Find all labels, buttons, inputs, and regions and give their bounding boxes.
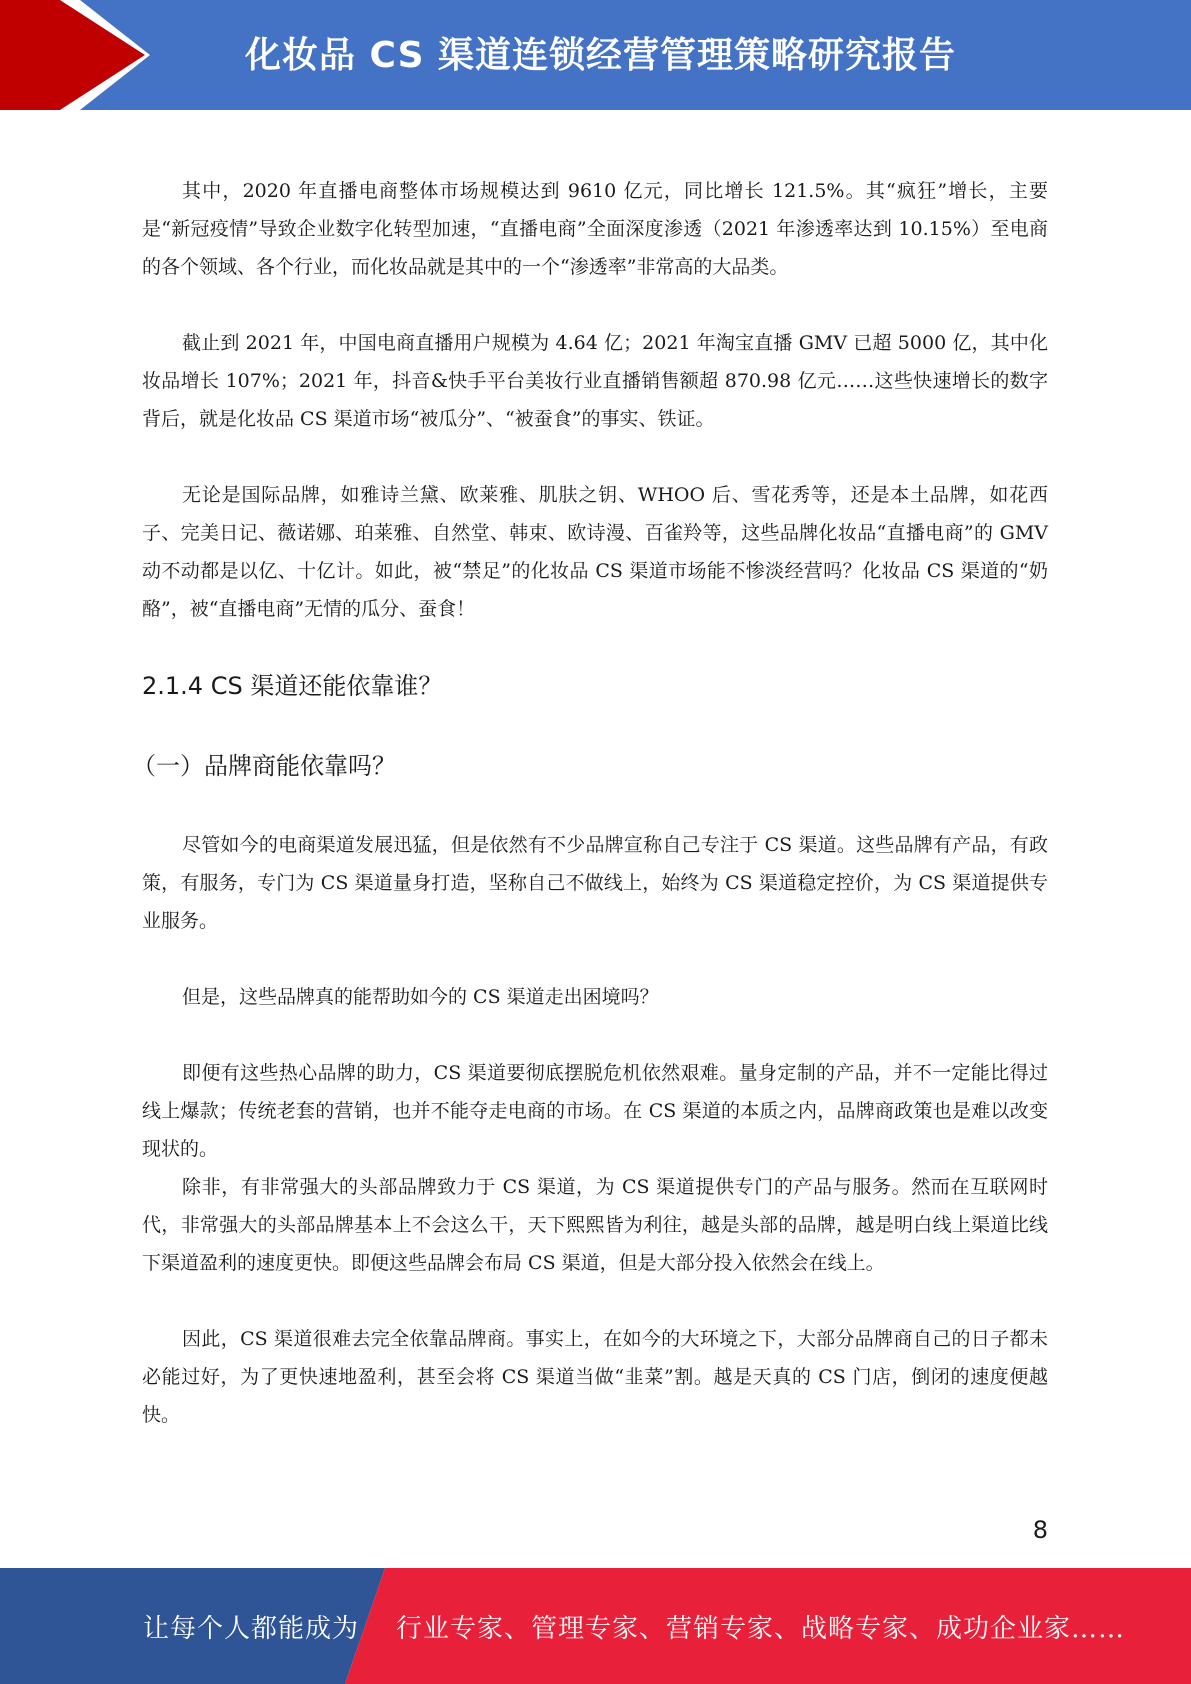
footer-slogan-right: 行业专家、管理专家、营销专家、战略专家、成功企业家……: [396, 1613, 1126, 1644]
footer-slogan-left: 让每个人都能成为: [143, 1613, 360, 1644]
paragraph: 除非，有非常强大的头部品牌致力于 CS 渠道，为 CS 渠道提供专门的产品与服务。然而在互联网时代，非常强大的头部品牌基本上不会这么干，天下熙熙皆为利往，越是头部的品牌，越是明白线上渠道比线下渠道盈利的速度更快。即便这些品牌会布局 CS 渠道，但是大部分投入依然会在线上。: [142, 1176, 1048, 1274]
paragraph: 但是，这些品牌真的能帮助如今的 CS 渠道走出困境吗？: [182, 986, 659, 1008]
page-header: [0, 0, 1191, 110]
document-title: 化妆品 CS 渠道连锁经营管理策略研究报告: [244, 35, 957, 76]
paragraph: 截止到 2021 年，中国电商直播用户规模为 4.64 亿；2021 年淘宝直播 GMV 已超 5000 亿，其中化妆品增长 107%；2021 年，抖音&快手平台美妆行业直播销售额超 870.98 亿元……这些快速增长的数字背后，就是化妆品 CS 渠道市场“被瓜分”、“被蚕食”的事实、铁证。: [142, 332, 1048, 430]
sub-heading: （一）品牌商能依靠吗？: [132, 752, 396, 780]
page-content: [132, 172, 1048, 1472]
section-heading: 2.1.4 CS 渠道还能依靠谁？: [142, 672, 443, 700]
paragraph: 无论是国际品牌，如雅诗兰黛、欧莱雅、肌肤之钥、WHOO 后、雪花秀等，还是本土品牌，如花西子、完美日记、薇诺娜、珀莱雅、自然堂、韩束、欧诗漫、百雀羚等，这些品牌化妆品“直播电商”的 GMV 动不动都是以亿、十亿计。如此，被“禁足”的化妆品 CS 渠道市场能不惨淡经营吗？化妆品 CS 渠道的“奶酪”，被“直播电商”无情的瓜分、蚕食！: [142, 484, 1048, 620]
paragraph: 因此，CS 渠道很难去完全依靠品牌商。事实上，在如今的大环境之下，大部分品牌商自己的日子都未必能过好，为了更快速地盈利，甚至会将 CS 渠道当做“韭菜”割。越是天真的 CS 门店，倒闭的速度便越快。: [142, 1328, 1048, 1426]
page-footer: [0, 1568, 1191, 1684]
page-number: 8: [1032, 1516, 1048, 1544]
paragraph: 即便有这些热心品牌的助力，CS 渠道要彻底摆脱危机依然艰难。量身定制的产品，并不一定能比得过线上爆款；传统老套的营销，也并不能夺走电商的市场。在 CS 渠道的本质之内，品牌商政策也是难以改变现状的。: [142, 1062, 1048, 1160]
paragraph: 其中，2020 年直播电商整体市场规模达到 9610 亿元，同比增长 121.5%。其“疯狂”增长，主要是“新冠疫情”导致企业数字化转型加速，“直播电商”全面深度渗透（2021 年渗透率达到 10.15%）至电商的各个领域、各个行业，而化妆品就是其中的一个“渗透率”非常高的大品类。: [142, 180, 1048, 278]
paragraph: 尽管如今的电商渠道发展迅猛，但是依然有不少品牌宣称自己专注于 CS 渠道。这些品牌有产品，有政策，有服务，专门为 CS 渠道量身打造，坚称自己不做线上，始终为 CS 渠道稳定控价，为 CS 渠道提供专业服务。: [142, 834, 1048, 932]
